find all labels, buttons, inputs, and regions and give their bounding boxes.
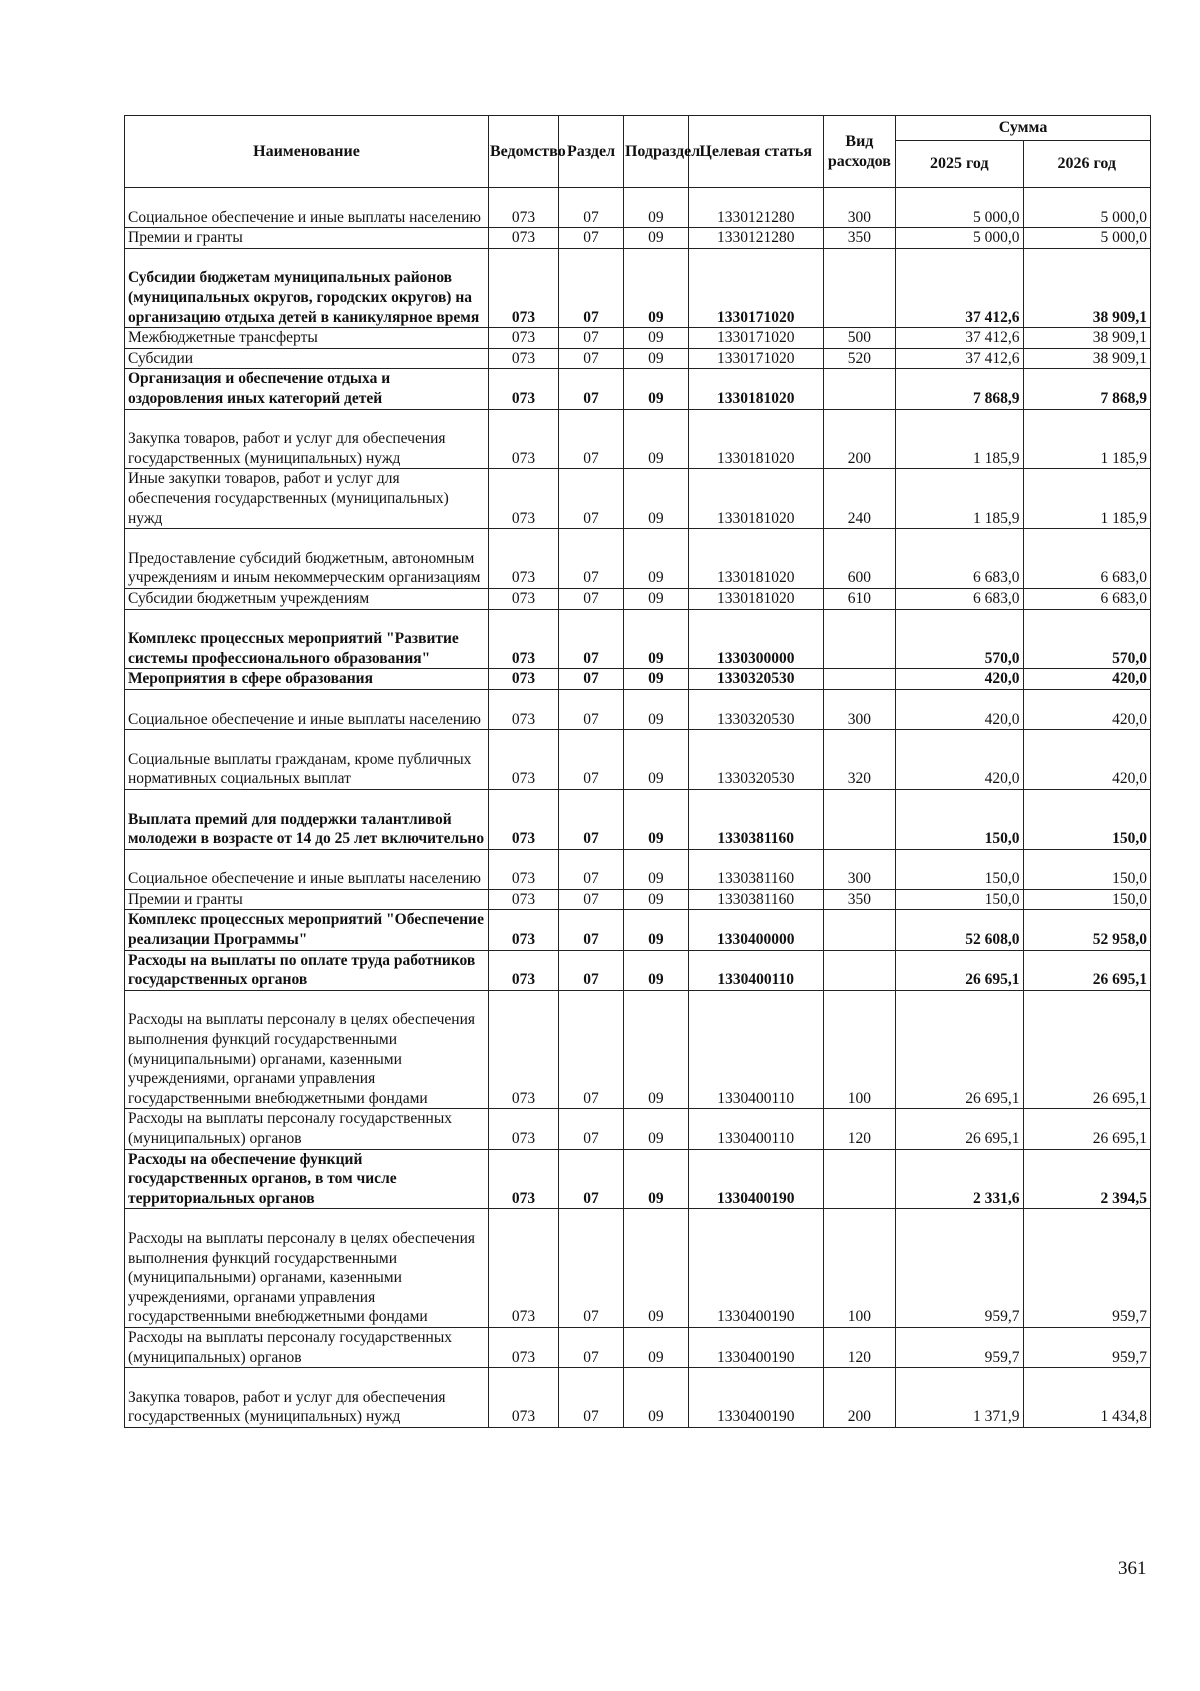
row-target-article-cell: 1330381160: [688, 789, 823, 849]
row-target-article-cell: 1330400190: [688, 1328, 823, 1368]
table-row: [125, 730, 1151, 790]
row-name-cell: Мероприятия в сфере образования: [125, 669, 489, 690]
row-vedomstvo-cell: 073: [488, 1109, 558, 1149]
row-sum-2025-cell: 52 608,0: [896, 910, 1023, 950]
row-podrazdel-cell: 09: [623, 669, 688, 690]
row-sum-2026-cell: 26 695,1: [1023, 990, 1151, 1109]
row-vedomstvo-cell: 073: [488, 1368, 558, 1428]
row-target-article-cell: 1330381160: [688, 849, 823, 889]
page-number: 361: [1118, 1558, 1147, 1579]
row-name-cell: Межбюджетные трансферты: [125, 328, 489, 349]
header-year-2025: 2025 год: [896, 141, 1023, 188]
row-vedomstvo-cell: 073: [488, 609, 558, 669]
row-sum-2025-cell: 2 331,6: [896, 1149, 1023, 1209]
row-target-article-cell: 1330400110: [688, 950, 823, 990]
table-row: [125, 188, 1151, 228]
row-expense-type-cell: [823, 669, 895, 690]
table-row: [125, 248, 1151, 327]
row-razdel-cell: 07: [559, 409, 624, 469]
row-name-cell: Предоставление субсидий бюджетным, автономным учреждениям и иным некоммерческим организациям: [125, 529, 489, 589]
header-podrazdel: Подраздел: [623, 116, 688, 188]
row-target-article-cell: 1330121280: [688, 188, 823, 228]
row-sum-2026-cell: 26 695,1: [1023, 950, 1151, 990]
row-target-article-cell: 1330181020: [688, 469, 823, 529]
row-podrazdel-cell: 09: [623, 609, 688, 669]
row-razdel-cell: 07: [559, 849, 624, 889]
row-expense-type-cell: 600: [823, 529, 895, 589]
row-podrazdel-cell: 09: [623, 248, 688, 327]
row-vedomstvo-cell: 073: [488, 889, 558, 910]
row-sum-2025-cell: 6 683,0: [896, 529, 1023, 589]
row-sum-2025-cell: 959,7: [896, 1209, 1023, 1328]
row-vedomstvo-cell: 073: [488, 348, 558, 369]
row-sum-2025-cell: 26 695,1: [896, 950, 1023, 990]
row-target-article-cell: 1330181020: [688, 409, 823, 469]
row-podrazdel-cell: 09: [623, 1149, 688, 1209]
row-name-cell: Расходы на выплаты персоналу государственных (муниципальных) органов: [125, 1328, 489, 1368]
row-target-article-cell: 1330320530: [688, 730, 823, 790]
row-podrazdel-cell: 09: [623, 588, 688, 609]
table-row: [125, 328, 1151, 349]
row-podrazdel-cell: 09: [623, 990, 688, 1109]
row-podrazdel-cell: 09: [623, 188, 688, 228]
row-razdel-cell: 07: [559, 588, 624, 609]
row-podrazdel-cell: 09: [623, 689, 688, 729]
row-expense-type-cell: [823, 1149, 895, 1209]
row-razdel-cell: 07: [559, 248, 624, 327]
row-vedomstvo-cell: 073: [488, 669, 558, 690]
row-target-article-cell: 1330400110: [688, 990, 823, 1109]
row-sum-2026-cell: 5 000,0: [1023, 228, 1151, 249]
table-row: [125, 609, 1151, 669]
row-target-article-cell: 1330171020: [688, 348, 823, 369]
row-razdel-cell: 07: [559, 789, 624, 849]
row-sum-2026-cell: 570,0: [1023, 609, 1151, 669]
row-name-cell: Расходы на выплаты персоналу в целях обеспечения выполнения функций государственными (муниципальными) органами, казенными учреждениями, органами управления государственными внебюджетными фондами: [125, 990, 489, 1109]
table-row: [125, 789, 1151, 849]
row-razdel-cell: 07: [559, 188, 624, 228]
row-vedomstvo-cell: 073: [488, 369, 558, 409]
row-target-article-cell: 1330400110: [688, 1109, 823, 1149]
row-podrazdel-cell: 09: [623, 409, 688, 469]
row-expense-type-cell: [823, 369, 895, 409]
row-sum-2026-cell: 1 185,9: [1023, 469, 1151, 529]
row-target-article-cell: 1330121280: [688, 228, 823, 249]
row-razdel-cell: 07: [559, 950, 624, 990]
table-row: [125, 348, 1151, 369]
row-razdel-cell: 07: [559, 348, 624, 369]
row-sum-2026-cell: 959,7: [1023, 1328, 1151, 1368]
table-row: [125, 910, 1151, 950]
row-sum-2025-cell: 1 371,9: [896, 1368, 1023, 1428]
row-razdel-cell: 07: [559, 730, 624, 790]
row-name-cell: Премии и гранты: [125, 889, 489, 910]
row-vedomstvo-cell: 073: [488, 730, 558, 790]
row-sum-2026-cell: 150,0: [1023, 889, 1151, 910]
row-razdel-cell: 07: [559, 1149, 624, 1209]
row-sum-2025-cell: 420,0: [896, 730, 1023, 790]
row-name-cell: Закупка товаров, работ и услуг для обеспечения государственных (муниципальных) нужд: [125, 409, 489, 469]
row-name-cell: Выплата премий для поддержки талантливой молодежи в возрасте от 14 до 25 лет включительно: [125, 789, 489, 849]
row-expense-type-cell: [823, 248, 895, 327]
row-sum-2025-cell: 570,0: [896, 609, 1023, 669]
row-sum-2026-cell: 959,7: [1023, 1209, 1151, 1328]
row-target-article-cell: 1330300000: [688, 609, 823, 669]
row-razdel-cell: 07: [559, 1109, 624, 1149]
row-expense-type-cell: 500: [823, 328, 895, 349]
row-razdel-cell: 07: [559, 529, 624, 589]
table-row: [125, 228, 1151, 249]
row-podrazdel-cell: 09: [623, 1209, 688, 1328]
row-vedomstvo-cell: 073: [488, 188, 558, 228]
header-year-2026: 2026 год: [1023, 141, 1151, 188]
row-expense-type-cell: [823, 789, 895, 849]
row-vedomstvo-cell: 073: [488, 248, 558, 327]
row-sum-2025-cell: 37 412,6: [896, 248, 1023, 327]
row-target-article-cell: 1330181020: [688, 529, 823, 589]
row-podrazdel-cell: 09: [623, 910, 688, 950]
row-vedomstvo-cell: 073: [488, 588, 558, 609]
row-target-article-cell: 1330400190: [688, 1149, 823, 1209]
row-sum-2026-cell: 6 683,0: [1023, 529, 1151, 589]
row-podrazdel-cell: 09: [623, 228, 688, 249]
row-name-cell: Расходы на выплаты по оплате труда работников государственных органов: [125, 950, 489, 990]
table-row: [125, 1149, 1151, 1209]
row-sum-2026-cell: 38 909,1: [1023, 248, 1151, 327]
row-podrazdel-cell: 09: [623, 529, 688, 589]
header-razdel: Раздел: [559, 116, 624, 188]
row-sum-2026-cell: 150,0: [1023, 849, 1151, 889]
row-expense-type-cell: 120: [823, 1328, 895, 1368]
row-name-cell: Социальное обеспечение и иные выплаты населению: [125, 188, 489, 228]
row-name-cell: Социальное обеспечение и иные выплаты населению: [125, 849, 489, 889]
row-target-article-cell: 1330320530: [688, 689, 823, 729]
row-sum-2025-cell: 7 868,9: [896, 369, 1023, 409]
row-name-cell: Комплекс процессных мероприятий "Обеспечение реализации Программы": [125, 910, 489, 950]
row-razdel-cell: 07: [559, 369, 624, 409]
row-sum-2026-cell: 1 185,9: [1023, 409, 1151, 469]
row-sum-2026-cell: 38 909,1: [1023, 328, 1151, 349]
row-target-article-cell: 1330400190: [688, 1368, 823, 1428]
row-expense-type-cell: 300: [823, 188, 895, 228]
row-name-cell: Социальные выплаты гражданам, кроме публичных нормативных социальных выплат: [125, 730, 489, 790]
row-sum-2026-cell: 1 434,8: [1023, 1368, 1151, 1428]
row-sum-2025-cell: 5 000,0: [896, 188, 1023, 228]
row-expense-type-cell: [823, 950, 895, 990]
row-vedomstvo-cell: 073: [488, 910, 558, 950]
row-expense-type-cell: 100: [823, 990, 895, 1109]
table-row: [125, 1209, 1151, 1328]
row-razdel-cell: 07: [559, 1209, 624, 1328]
row-target-article-cell: 1330171020: [688, 248, 823, 327]
row-vedomstvo-cell: 073: [488, 1149, 558, 1209]
row-sum-2026-cell: 2 394,5: [1023, 1149, 1151, 1209]
row-sum-2025-cell: 959,7: [896, 1328, 1023, 1368]
row-vedomstvo-cell: 073: [488, 789, 558, 849]
table-row: [125, 669, 1151, 690]
table-row: [125, 689, 1151, 729]
row-sum-2025-cell: 1 185,9: [896, 409, 1023, 469]
table-row: [125, 409, 1151, 469]
row-expense-type-cell: 200: [823, 1368, 895, 1428]
row-razdel-cell: 07: [559, 990, 624, 1109]
row-name-cell: Организация и обеспечение отдыха и оздоровления иных категорий детей: [125, 369, 489, 409]
row-name-cell: Иные закупки товаров, работ и услуг для обеспечения государственных (муниципальных) нужд: [125, 469, 489, 529]
row-vedomstvo-cell: 073: [488, 849, 558, 889]
row-podrazdel-cell: 09: [623, 469, 688, 529]
header-sum: Сумма: [896, 116, 1151, 141]
row-sum-2025-cell: 420,0: [896, 669, 1023, 690]
table-row: [125, 369, 1151, 409]
header-expense-type: Вид расходов: [823, 116, 895, 188]
row-sum-2026-cell: 26 695,1: [1023, 1109, 1151, 1149]
row-vedomstvo-cell: 073: [488, 409, 558, 469]
row-target-article-cell: 1330181020: [688, 588, 823, 609]
row-razdel-cell: 07: [559, 689, 624, 729]
budget-table: [124, 115, 1151, 1428]
row-vedomstvo-cell: 073: [488, 469, 558, 529]
table-row: [125, 950, 1151, 990]
row-podrazdel-cell: 09: [623, 789, 688, 849]
row-target-article-cell: 1330320530: [688, 669, 823, 690]
header-name: Наименование: [125, 116, 489, 188]
row-name-cell: Субсидии бюджетам муниципальных районов (муниципальных округов, городских округов) на организацию отдыха детей в каникулярное время: [125, 248, 489, 327]
row-sum-2025-cell: 420,0: [896, 689, 1023, 729]
row-expense-type-cell: 200: [823, 409, 895, 469]
row-name-cell: Субсидии: [125, 348, 489, 369]
row-sum-2025-cell: 150,0: [896, 849, 1023, 889]
row-sum-2026-cell: 52 958,0: [1023, 910, 1151, 950]
row-expense-type-cell: 300: [823, 849, 895, 889]
row-expense-type-cell: 300: [823, 689, 895, 729]
row-name-cell: Закупка товаров, работ и услуг для обеспечения государственных (муниципальных) нужд: [125, 1368, 489, 1428]
row-sum-2025-cell: 5 000,0: [896, 228, 1023, 249]
row-sum-2026-cell: 5 000,0: [1023, 188, 1151, 228]
row-expense-type-cell: 320: [823, 730, 895, 790]
row-expense-type-cell: [823, 609, 895, 669]
row-podrazdel-cell: 09: [623, 889, 688, 910]
table-row: [125, 469, 1151, 529]
row-sum-2026-cell: 6 683,0: [1023, 588, 1151, 609]
row-sum-2025-cell: 150,0: [896, 789, 1023, 849]
row-razdel-cell: 07: [559, 910, 624, 950]
row-podrazdel-cell: 09: [623, 1368, 688, 1428]
row-sum-2025-cell: 150,0: [896, 889, 1023, 910]
header-target-article: Целевая статья: [688, 116, 823, 188]
table-body: [125, 188, 1151, 1428]
row-podrazdel-cell: 09: [623, 1109, 688, 1149]
row-razdel-cell: 07: [559, 609, 624, 669]
row-razdel-cell: 07: [559, 1328, 624, 1368]
row-sum-2025-cell: 6 683,0: [896, 588, 1023, 609]
table-row: [125, 1328, 1151, 1368]
row-razdel-cell: 07: [559, 669, 624, 690]
row-name-cell: Расходы на выплаты персоналу в целях обеспечения выполнения функций государственными (муниципальными) органами, казенными учреждениями, органами управления государственными внебюджетными фондами: [125, 1209, 489, 1328]
row-podrazdel-cell: 09: [623, 369, 688, 409]
table-row: [125, 990, 1151, 1109]
row-target-article-cell: 1330171020: [688, 328, 823, 349]
row-expense-type-cell: 120: [823, 1109, 895, 1149]
row-target-article-cell: 1330181020: [688, 369, 823, 409]
row-podrazdel-cell: 09: [623, 1328, 688, 1368]
row-name-cell: Премии и гранты: [125, 228, 489, 249]
header-vedomstvo: Ведомство: [488, 116, 558, 188]
table-row: [125, 849, 1151, 889]
row-razdel-cell: 07: [559, 889, 624, 910]
row-vedomstvo-cell: 073: [488, 1209, 558, 1328]
table-header: [125, 116, 1151, 188]
row-expense-type-cell: 520: [823, 348, 895, 369]
row-expense-type-cell: 100: [823, 1209, 895, 1328]
table-row: [125, 1368, 1151, 1428]
row-sum-2025-cell: 37 412,6: [896, 348, 1023, 369]
row-target-article-cell: 1330400190: [688, 1209, 823, 1328]
row-sum-2026-cell: 7 868,9: [1023, 369, 1151, 409]
row-sum-2025-cell: 37 412,6: [896, 328, 1023, 349]
row-sum-2026-cell: 420,0: [1023, 689, 1151, 729]
row-podrazdel-cell: 09: [623, 950, 688, 990]
row-name-cell: Расходы на выплаты персоналу государственных (муниципальных) органов: [125, 1109, 489, 1149]
row-podrazdel-cell: 09: [623, 730, 688, 790]
row-razdel-cell: 07: [559, 469, 624, 529]
row-podrazdel-cell: 09: [623, 849, 688, 889]
row-sum-2025-cell: 26 695,1: [896, 1109, 1023, 1149]
table-row: [125, 889, 1151, 910]
row-name-cell: Субсидии бюджетным учреждениям: [125, 588, 489, 609]
row-sum-2026-cell: 150,0: [1023, 789, 1151, 849]
row-expense-type-cell: [823, 910, 895, 950]
table-row: [125, 529, 1151, 589]
row-razdel-cell: 07: [559, 328, 624, 349]
row-vedomstvo-cell: 073: [488, 328, 558, 349]
row-name-cell: Социальное обеспечение и иные выплаты населению: [125, 689, 489, 729]
row-sum-2026-cell: 420,0: [1023, 669, 1151, 690]
row-podrazdel-cell: 09: [623, 348, 688, 369]
table-row: [125, 588, 1151, 609]
row-name-cell: Расходы на обеспечение функций государственных органов, в том числе территориальных органов: [125, 1149, 489, 1209]
row-expense-type-cell: 610: [823, 588, 895, 609]
row-expense-type-cell: 350: [823, 228, 895, 249]
row-vedomstvo-cell: 073: [488, 1328, 558, 1368]
row-expense-type-cell: 350: [823, 889, 895, 910]
row-sum-2025-cell: 26 695,1: [896, 990, 1023, 1109]
row-vedomstvo-cell: 073: [488, 689, 558, 729]
table-row: [125, 1109, 1151, 1149]
row-sum-2026-cell: 420,0: [1023, 730, 1151, 790]
row-sum-2026-cell: 38 909,1: [1023, 348, 1151, 369]
row-vedomstvo-cell: 073: [488, 228, 558, 249]
row-target-article-cell: 1330381160: [688, 889, 823, 910]
row-target-article-cell: 1330400000: [688, 910, 823, 950]
row-expense-type-cell: 240: [823, 469, 895, 529]
row-vedomstvo-cell: 073: [488, 950, 558, 990]
row-vedomstvo-cell: 073: [488, 529, 558, 589]
row-razdel-cell: 07: [559, 228, 624, 249]
row-sum-2025-cell: 1 185,9: [896, 469, 1023, 529]
row-podrazdel-cell: 09: [623, 328, 688, 349]
row-vedomstvo-cell: 073: [488, 990, 558, 1109]
row-razdel-cell: 07: [559, 1368, 624, 1428]
row-name-cell: Комплекс процессных мероприятий "Развитие системы профессионального образования": [125, 609, 489, 669]
